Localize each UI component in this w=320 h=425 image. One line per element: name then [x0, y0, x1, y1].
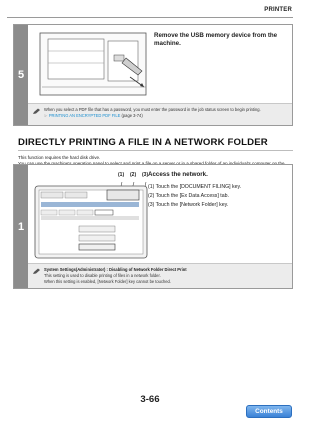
note-title: System Settings(Administrator) : Disabling of Network Folder Direct Print	[44, 267, 187, 272]
header-title: PRINTER	[264, 7, 292, 13]
substep-2: (2) Touch the [Ex Data Access] tab.	[148, 193, 229, 199]
encrypted-pdf-link[interactable]: PRINTING AN ENCRYPTED PDF FILE	[48, 113, 121, 118]
header-rule	[7, 17, 293, 18]
note-text	[44, 267, 288, 285]
note-line-1: This setting is used to disable printing of files in a network folder.	[44, 273, 161, 278]
step-heading: Remove the USB memory device from the machine.	[154, 32, 278, 47]
note-body: When you select a PDF file that has a password, you must enter the password in the job status screen to begin printing.	[44, 107, 261, 112]
substep-1: (1) Touch the [DOCUMENT FILING] key.	[148, 184, 242, 190]
intro-line-1: This function requires the hard disk drive.	[18, 155, 101, 160]
note-text	[44, 107, 288, 119]
page-reference: (page 3-74)	[121, 113, 143, 118]
note-box	[28, 263, 292, 288]
pencil-icon	[32, 268, 41, 275]
contents-button[interactable]: Contents	[246, 405, 292, 418]
section-title: DIRECTLY PRINTING A FILE IN A NETWORK FOLDER	[18, 137, 268, 148]
pencil-icon	[32, 108, 41, 115]
step-number: 5	[14, 25, 28, 125]
callout-3: (3)	[142, 172, 149, 178]
panel-screen-illustration	[33, 176, 151, 260]
step-1-substeps	[148, 183, 241, 210]
substep-3: (3) Touch the [Network Folder] key.	[148, 202, 229, 208]
step-5-box	[13, 24, 293, 126]
arrow-ref-icon: ☞	[44, 113, 49, 118]
step-number: 1	[14, 165, 28, 288]
section-rule	[18, 150, 293, 151]
step-heading: Access the network.	[148, 171, 208, 178]
page-number: 3-66	[140, 394, 160, 405]
usb-removal-illustration	[34, 29, 152, 101]
note-line-2: When this setting is enabled, [Network Folder] key cannot be touched.	[44, 279, 171, 284]
callout-1: (1)	[118, 172, 125, 178]
note-box	[28, 103, 292, 125]
callout-2: (2)	[130, 172, 137, 178]
